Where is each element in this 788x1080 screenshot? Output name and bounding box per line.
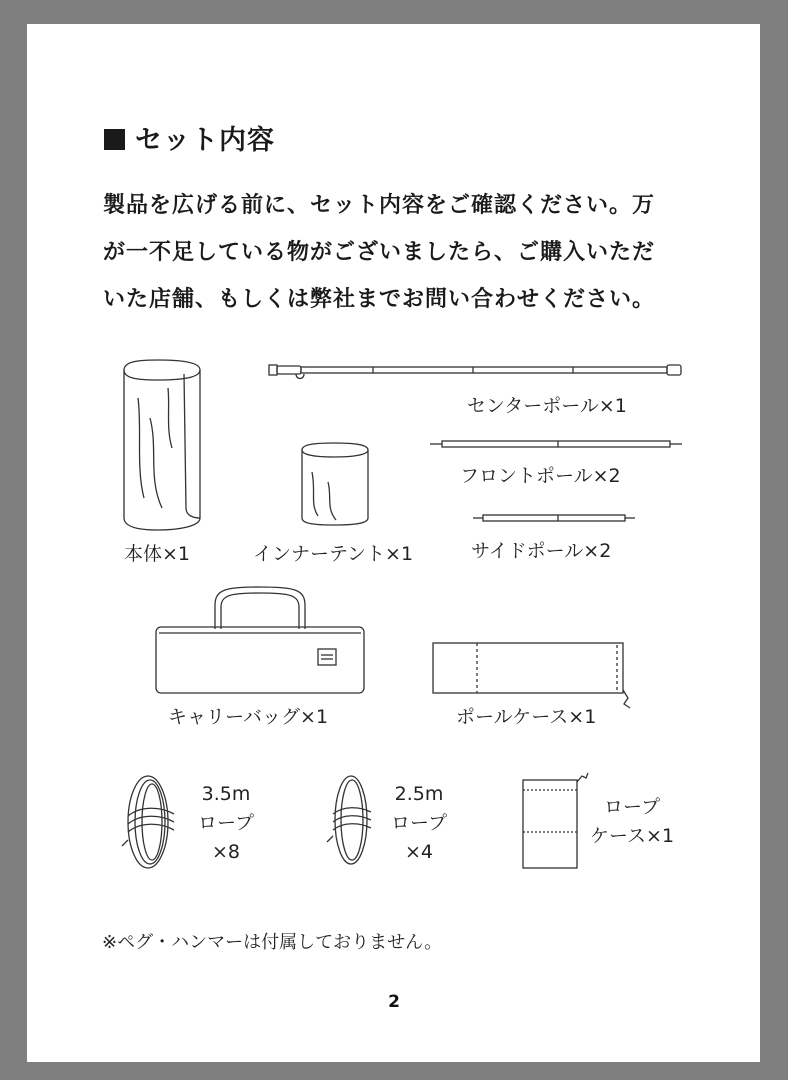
center-pole-label: センターポール×1 (467, 395, 627, 417)
intro-paragraph (103, 182, 693, 323)
rope-2-5m-qty: ×4 (405, 841, 434, 863)
rope-3-5m-label (198, 780, 254, 867)
footnote: ※ペグ・ハンマーは付属しておりません。 (102, 932, 443, 953)
center-pole-icon (268, 362, 688, 382)
rope-2-5m-label (391, 780, 447, 867)
pole-case-label: ポールケース×1 (456, 706, 597, 728)
intro-line: いた店舗、もしくは弊社までお問い合わせください。 (103, 287, 656, 312)
rope-case-icon (522, 772, 592, 872)
rope-case-label (590, 793, 674, 851)
rope-3-5m-qty: ×8 (212, 841, 241, 863)
side-pole-icon (473, 511, 635, 525)
rope-2-5m-coil-icon (325, 772, 377, 868)
pole-case-icon (432, 640, 638, 710)
inner-tent-label: インナーテント×1 (253, 543, 414, 565)
tent-body-label: 本体×1 (124, 543, 191, 565)
rope-3-5m-name: ロープ (198, 812, 255, 834)
side-pole-label: サイドポール×2 (471, 540, 612, 562)
section-heading-text: セット内容 (135, 125, 275, 156)
rope-case-qty: ケース×1 (590, 825, 675, 847)
tent-body-roll-icon (118, 358, 208, 533)
carry-bag-icon (155, 585, 365, 695)
inner-tent-roll-icon (298, 442, 372, 526)
front-pole-icon (430, 437, 682, 451)
section-heading (104, 118, 275, 157)
rope-2-5m-length: 2.5m (394, 783, 444, 805)
square-bullet-icon (104, 129, 125, 150)
rope-2-5m-name: ロープ (391, 812, 448, 834)
intro-line: が一不足している物がございましたら、ご購入いただ (103, 240, 656, 265)
carry-bag-label: キャリーバッグ×1 (168, 706, 329, 728)
rope-3-5m-length: 3.5m (201, 783, 251, 805)
intro-line: 製品を広げる前に、セット内容をご確認ください。万 (103, 193, 656, 218)
front-pole-label: フロントポール×2 (460, 465, 621, 487)
rope-3-5m-coil-icon (120, 772, 182, 872)
rope-case-name: ロープ (604, 796, 661, 818)
page-number: 2 (388, 992, 400, 1012)
